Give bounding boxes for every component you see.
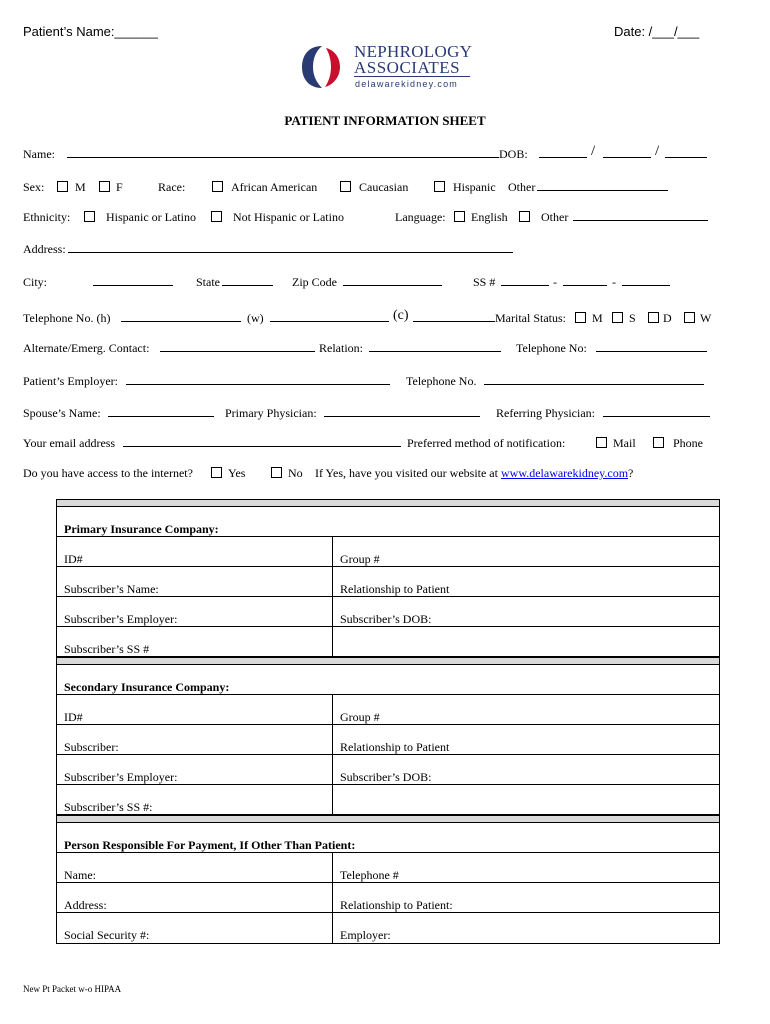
primary-relationship-cell[interactable]: Relationship to Patient [340,582,450,596]
kidney-logo-icon [300,42,350,92]
name-row [23,143,725,162]
employer-telephone-field[interactable] [484,373,704,385]
race-caucasian-checkbox[interactable] [340,181,351,192]
secondary-empty-cell[interactable] [333,785,719,814]
zip-field[interactable] [343,274,442,286]
ethnicity-label: Ethnicity: [23,210,71,224]
marital-m-checkbox[interactable] [575,312,586,323]
ss-part3-field[interactable] [622,274,670,286]
primary-physician-label: Primary Physician: [225,406,317,420]
table-row [57,883,719,913]
sex-race-row [23,179,725,195]
primary-empty-cell[interactable] [333,627,719,656]
address-row [23,241,725,257]
logo-line2: ASSOCIATES [354,58,461,77]
relation-field[interactable] [369,340,501,352]
spouse-physician-row [23,405,725,421]
sex-m-label: M [75,180,86,194]
employer-row [23,373,725,389]
internet-yes-label: Yes [228,466,246,480]
lang-other-label: Other [541,210,569,224]
marital-label: Marital Status: [495,311,566,325]
eth-not-hispanic-label: Not Hispanic or Latino [233,210,344,224]
table-row [57,695,719,725]
internet-yes-checkbox[interactable] [211,467,222,478]
logo-divider [354,76,470,77]
table-row [57,597,719,627]
sex-f-checkbox[interactable] [99,181,110,192]
website-question [315,465,633,481]
telephone-work-label: (w) [247,311,264,325]
email-label: Your email address [23,436,116,450]
table-row [57,725,719,755]
employer-field[interactable] [126,373,390,385]
marital-s-label: S [629,311,636,325]
secondary-subscriber-cell[interactable]: Subscriber: [57,725,333,754]
secondary-subscriber-ss-cell[interactable]: Subscriber’s SS #: [57,785,333,814]
primary-id-cell[interactable]: ID# [57,537,333,566]
race-hispanic-checkbox[interactable] [434,181,445,192]
dob-slash-2: / [655,143,660,159]
primary-group-cell[interactable]: Group # [340,552,380,566]
marital-m-label: M [592,311,603,325]
ethnicity-language-row [23,209,725,225]
telephone-work-field[interactable] [270,310,389,322]
marital-w-checkbox[interactable] [684,312,695,323]
secondary-group-cell[interactable]: Group # [340,710,380,724]
table-band [57,500,719,507]
insurance-table [56,499,720,944]
telephone-cell-label: (c) [393,308,409,323]
city-field[interactable] [93,274,173,286]
telephone-cell-field[interactable] [413,310,495,322]
responsible-telephone-cell[interactable]: Telephone # [340,868,399,882]
referring-physician-label: Referring Physician: [496,406,595,420]
telephone-row [23,310,725,326]
marital-d-label: D [663,311,672,325]
responsible-party-title: Person Responsible For Payment, If Other Than Patient: [64,838,356,852]
referring-physician-field[interactable] [603,405,710,417]
website-question-mark: ? [628,466,634,480]
table-row [57,755,719,785]
internet-row [23,465,725,481]
internet-label: Do you have access to the internet? [23,466,193,480]
primary-physician-field[interactable] [324,405,480,417]
internet-no-label: No [288,466,303,480]
employer-label: Patient’s Employer: [23,374,118,388]
responsible-relationship-cell[interactable]: Relationship to Patient: [340,898,453,912]
notif-phone-checkbox[interactable] [653,437,664,448]
city-label: City: [23,275,48,289]
page-title: PATIENT INFORMATION SHEET [284,113,486,128]
primary-subscriber-name-cell[interactable]: Subscriber’s Name: [57,567,333,596]
state-label: State [196,275,220,289]
secondary-insurance-header [57,665,719,695]
alt-contact-field[interactable] [160,340,315,352]
telephone-home-field[interactable] [121,310,241,322]
internet-no-checkbox[interactable] [271,467,282,478]
dob-year-field[interactable] [665,146,707,158]
logo-line1: NEPHROLOGY [354,42,473,61]
race-other-field[interactable] [537,179,668,191]
primary-subscriber-dob-cell[interactable]: Subscriber’s DOB: [340,612,432,626]
responsible-address-cell[interactable]: Address: [57,883,333,912]
race-label: Race: [158,180,186,194]
race-other-label: Other [508,180,536,194]
address-field[interactable] [68,241,513,253]
ss-part1-field[interactable] [501,274,549,286]
alt-contact-row [23,340,725,356]
primary-subscriber-ss-cell[interactable]: Subscriber’s SS # [57,627,333,656]
race-african-checkbox[interactable] [212,181,223,192]
primary-subscriber-employer-cell[interactable]: Subscriber’s Employer: [57,597,333,626]
responsible-employer-cell[interactable]: Employer: [340,928,391,942]
race-hispanic-label: Hispanic [453,180,496,194]
logo-url: delawarekidney.com [355,79,458,89]
secondary-insurance-title: Secondary Insurance Company: [64,680,230,694]
secondary-subscriber-dob-cell[interactable]: Subscriber’s DOB: [340,770,432,784]
alt-telephone-label: Telephone No: [516,341,587,355]
responsible-party-header [57,823,719,853]
secondary-id-cell[interactable]: ID# [57,695,333,724]
nephrology-logo [300,42,480,94]
table-row [57,785,719,815]
race-african-label: African American [231,180,318,194]
patient-name-header: Patient’s Name:______ [23,24,158,39]
email-row [23,435,725,451]
ss-label: SS # [473,275,496,289]
lang-english-checkbox[interactable] [454,211,465,222]
secondary-relationship-cell[interactable]: Relationship to Patient [340,740,450,754]
primary-insurance-title: Primary Insurance Company: [64,522,219,536]
race-caucasian-label: Caucasian [359,180,409,194]
spouse-label: Spouse’s Name: [23,406,101,420]
dob-label: DOB: [499,147,528,161]
table-row [57,913,719,943]
notif-mail-label: Mail [613,436,636,450]
responsible-name-cell[interactable]: Name: [57,853,333,882]
marital-w-label: W [700,311,712,325]
email-field[interactable] [123,435,401,447]
notif-mail-checkbox[interactable] [596,437,607,448]
date-header: Date: /___/___ [614,24,700,39]
sex-m-checkbox[interactable] [57,181,68,192]
dob-slash-1: / [591,143,596,159]
state-field[interactable] [222,274,273,286]
lang-other-checkbox[interactable] [519,211,530,222]
notif-phone-label: Phone [673,436,703,450]
address-label: Address: [23,242,66,256]
marital-d-checkbox[interactable] [648,312,659,323]
zip-label: Zip Code [292,275,337,289]
table-band [57,657,719,665]
primary-insurance-header [57,507,719,537]
dob-month-field[interactable] [539,146,587,158]
spouse-field[interactable] [108,405,214,417]
table-row [57,627,719,657]
secondary-subscriber-employer-cell[interactable]: Subscriber’s Employer: [57,755,333,784]
lang-english-label: English [471,210,508,224]
website-link[interactable]: www.delawarekidney.com [500,466,629,480]
table-band [57,815,719,823]
marital-s-checkbox[interactable] [612,312,623,323]
employer-telephone-label: Telephone No. [406,374,477,388]
website-question-text: If Yes, have you visited our website at [315,466,498,480]
telephone-home-label: Telephone No. (h) [23,311,111,325]
alt-telephone-field[interactable] [596,340,707,352]
lang-other-field[interactable] [573,209,708,221]
responsible-ss-cell[interactable]: Social Security #: [57,913,333,943]
city-row [23,274,725,290]
ss-part2-field[interactable] [563,274,607,286]
name-label: Name: [23,147,55,161]
relation-label: Relation: [319,341,363,355]
dob-day-field[interactable] [603,146,651,158]
eth-hispanic-checkbox[interactable] [84,211,95,222]
table-row [57,567,719,597]
notification-label: Preferred method of notification: [407,436,566,450]
name-field[interactable] [67,146,499,158]
eth-not-hispanic-checkbox[interactable] [211,211,222,222]
ss-dash-2: - [612,275,616,289]
table-row [57,537,719,567]
alt-contact-label: Alternate/Emerg. Contact: [23,341,150,355]
sex-label: Sex: [23,180,45,194]
sex-f-label: F [116,180,123,194]
eth-hispanic-label: Hispanic or Latino [106,210,196,224]
table-row [57,853,719,883]
ss-dash-1: - [553,275,557,289]
language-label: Language: [395,210,446,224]
footer-note: New Pt Packet w-o HIPAA [23,984,122,994]
